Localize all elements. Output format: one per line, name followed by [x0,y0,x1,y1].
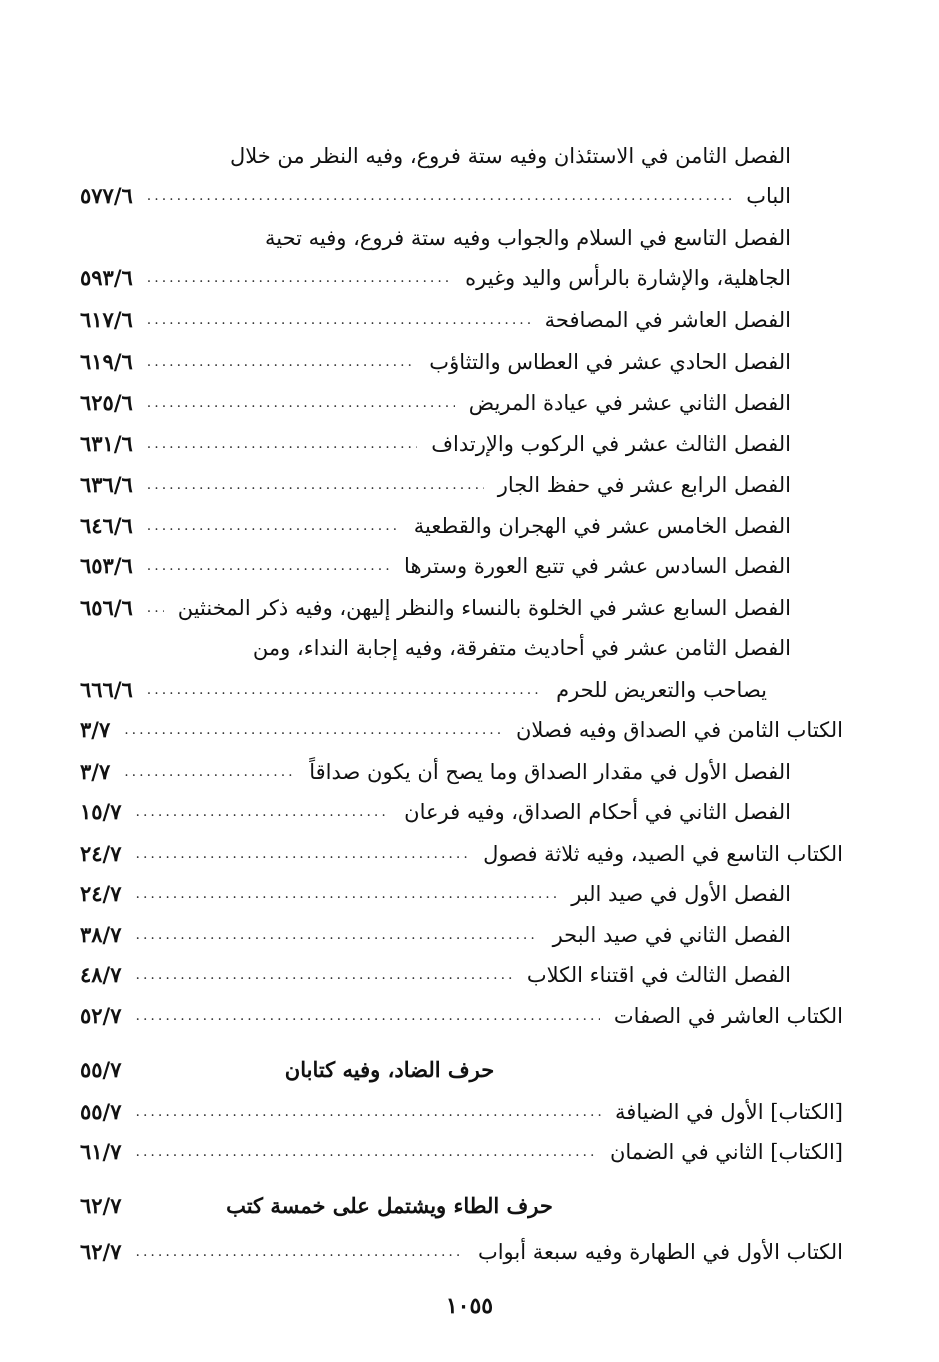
entry-text: الكتاب الأول في الطهارة وفيه سبعة أبواب [477,1240,843,1264]
leader-dots [147,424,417,464]
entry-text: الفصل السادس عشر في تتبع العورة وسترها [404,554,791,578]
leader-dots [147,176,732,216]
toc-entry [80,546,791,586]
section-heading [80,1186,879,1226]
toc-entry [80,588,791,628]
entry-text: الباب [746,184,791,208]
page-ref: ٦٦٦/٦ [80,677,133,702]
toc-entry [80,383,791,423]
toc-entry [80,342,791,382]
leader-dots [136,1132,596,1172]
entry-text: الفصل الرابع عشر في حفظ الجار [497,473,791,497]
page-ref: ٦١/٧ [80,1139,122,1164]
page-ref: ٦٥٣/٦ [80,553,133,578]
page-ref: ٥٥/٧ [80,1057,122,1082]
entry-text: الكتاب العاشر في الصفات [613,1004,843,1028]
toc-entry [80,670,767,710]
leader-dots [136,792,391,832]
leader-dots [147,342,416,382]
toc-entry [80,915,791,955]
page-ref: ٦٢/٧ [80,1239,122,1264]
heading-text: حرف الطاء ويشتمل على خمسة كتب [226,1193,553,1218]
page-ref: ٦٤٦/٦ [80,513,133,538]
page-ref: ٢٤/٧ [80,881,122,906]
entry-text: الفصل الثالث في اقتناء الكلاب [526,963,791,987]
entry-text: الفصل السابع عشر في الخلوة بالنساء والنظر إليهن، وفيه ذكر المخنثين [177,596,791,620]
toc-entry [80,792,791,832]
toc-entry [80,710,843,750]
page-ref: ٢٤/٧ [80,841,122,866]
leader-dots [147,546,390,586]
entry-text: الفصل الأول في صيد البر [571,882,791,906]
toc-entry [80,218,791,258]
entry-text: الفصل الثاني في صيد البحر [552,923,791,947]
leader-dots [136,996,600,1036]
leader-dots [136,1092,602,1132]
page-ref: ٣٨/٧ [80,922,122,947]
entry-text: الكتاب الثامن في الصداق وفيه فصلان [515,718,843,742]
entry-text: [الكتاب] الثاني في الضمان [609,1140,843,1164]
leader-dots [136,874,558,914]
entry-text: الفصل الثاني في أحكام الصداق، وفيه فرعان [404,800,791,824]
entry-text: الفصل التاسع في السلام والجواب وفيه ستة فروع، وفيه تحية [264,226,791,250]
page-ref: ٦٣١/٦ [80,431,133,456]
leader-dots [147,383,455,423]
entry-text: الكتاب التاسع في الصيد، وفيه ثلاثة فصول [483,842,843,866]
leader-dots [147,588,164,628]
page-ref: ٥٥/٧ [80,1099,122,1124]
toc-entry [80,176,791,216]
toc-entry [80,996,843,1036]
leader-dots [147,465,484,505]
toc-entry [80,752,791,792]
entry-text: الفصل الثاني عشر في عيادة المريض [468,391,791,415]
toc-entry [80,834,843,874]
page-ref: ٦٢/٧ [80,1193,122,1218]
page-number: ١٠٥٥ [445,1293,494,1319]
page-ref: ٥٢/٧ [80,1003,122,1028]
leader-dots [136,1232,464,1272]
leader-dots [147,258,451,298]
leader-dots [124,752,295,792]
entry-text: يصاحب والتعريض للحرم [556,678,767,702]
page-ref: ٦١٧/٦ [80,307,133,332]
entry-text: [الكتاب] الأول في الضيافة [615,1100,843,1124]
toc-entry [80,506,791,546]
page-ref: ٤٨/٧ [80,962,122,987]
leader-dots [147,670,542,710]
entry-text: الفصل الثالث عشر في الركوب والإرتداف [431,432,791,456]
entry-text: الفصل العاشر في المصافحة [544,308,791,332]
toc-entry [80,300,791,340]
leader-dots [136,834,470,874]
toc-entry [80,1092,843,1132]
page-ref: ٥٧٧/٦ [80,183,133,208]
entry-text: الفصل الثامن عشر في أحاديث متفرقة، وفيه إجابة النداء، ومن [252,636,791,660]
page-ref: ٦٢٥/٦ [80,390,133,415]
toc-entry [80,136,791,176]
page-ref: ٥٩٣/٦ [80,265,133,290]
leader-dots [147,300,531,340]
page-ref: ١٥/٧ [80,799,122,824]
toc-entry [80,424,791,464]
leader-dots [124,710,502,750]
entry-text: الفصل الثامن في الاستئذان وفيه ستة فروع، وفيه النظر من خلال [229,144,791,168]
entry-text: الفصل الأول في مقدار الصداق وما يصح أن يكون صداقاً [309,760,791,784]
page-ref: ٦١٩/٦ [80,349,133,374]
toc-entry [80,1132,843,1172]
page-ref: ٦٥٦/٦ [80,595,133,620]
leader-dots [136,915,539,955]
leader-dots [136,955,513,995]
page-ref: ٣/٧ [80,759,111,784]
entry-text: الفصل الخامس عشر في الهجران والقطعية [413,514,791,538]
entry-text: الجاهلية، والإشارة بالرأس واليد وغيره [465,266,791,290]
entry-text: الفصل الحادي عشر في العطاس والتثاؤب [429,350,791,374]
toc-entry [80,1232,843,1272]
heading-text: حرف الضاد، وفيه كتابان [284,1057,495,1082]
toc-entry [80,955,791,995]
toc-entry [80,628,791,668]
page-ref: ٣/٧ [80,717,111,742]
toc-entry [80,874,791,914]
toc-entry [80,465,791,505]
toc-entry [80,258,791,298]
leader-dots [147,506,400,546]
section-heading [80,1050,879,1090]
page-ref: ٦٣٦/٦ [80,472,133,497]
